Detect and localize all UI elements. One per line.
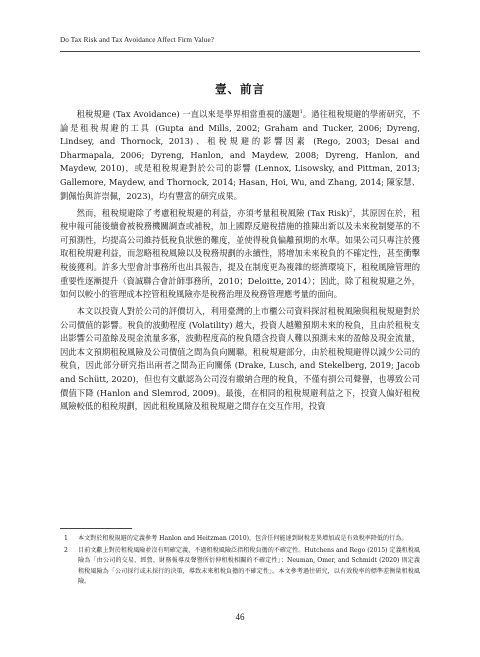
footnote: [60, 546, 420, 588]
section-title: 壹、前言: [215, 82, 265, 96]
body-text: [60, 108, 420, 417]
footnote-ref: 1: [299, 109, 303, 116]
footnote: [60, 534, 420, 544]
paragraph-text: ，其原因在於，租稅申報可能後續會被稅務機關調查或補稅，加上國際反避稅措施的推陳出新以及未來稅制變革的不可預測性，均提高公司維持低稅負狀態的難度，並使得稅負偏離預期的水準。如果公司只專注於獲取租稅規避利益，而忽略租稅風險以及稅務規劃的永續性，將增加未來稅負的不確定性，甚至衝擊稅後獲利。許多大型會計事務所也出具報告，提及在制度更為複雜的經濟環境下，租稅風險管理的重要性逐漸提升（資誠聯合會計師事務所，2010；Deloitte, 2014）；因此，除了租稅規避之外，如何以較小的管理成本控管租稅風險亦是稅務治理及稅務管理應考量的面向。: [60, 207, 420, 300]
paragraph-text: 租稅規避 (Tax Avoidance) 一直以來是學界相當重視的議題: [76, 109, 300, 119]
header-rule: [60, 51, 420, 52]
footnote-text: 本文對於租稅規避的定義參考 Hanlon and Heitzman (2010)，包含任何能達到財稅差異增加或是有效稅率降低的行為。: [78, 535, 408, 542]
paragraph-text: 本文以投資人對於公司的評價切入，利用臺灣的上市櫃公司資料探討租稅風險與租稅規避對於公司價值的影響。稅負的波動程度 (Volatility) 越大，投資人越難預期未來的稅負，且由於租稅支出影響公司盈餘及現金流量多寡，波動程度高的稅負隱含投資人難以預測未來的盈餘及現金流量，因此本文預期租稅風險及公司價值之間為負向關聯。租稅規避部分，由於租稅規避得以減少公司的稅負，因此部分研究指出兩者之間為正向關係 (Drake, Lusch, and Stekelberg, 2019; Jacob and Schütt, 2020)，但也有文獻認為公司沒有繳納合理的稅負，不僅有損公司聲譽，也導致公司價值下降 (Hanlon and Slemrod, 2009)。最後，在相同的租稅規避利益之下，投資人偏好租稅風險較低的租稅規劃，因此租稅風險及租稅規避之間存在交互作用，投資: [60, 306, 420, 412]
footnote-text: 目前文獻上對於租稅風險並沒有明確定義，不過租稅風險泛指租稅負擔的不確定性。Hutchens and Rego (2015) 定義租稅風險為「由公司的交易、經營、財務報導及聲譽所衍伸租稅相關的不確定性」；Neuman, Omer, and Schmidt (2020) 則定義租稅風險為「公司採行或未採行的決策，導致未來租稅負擔的不確定性」。本文參考過往研究，以有效稅率的標準差衡量租稅風險。: [78, 547, 420, 586]
footnote-ref: 2: [349, 207, 353, 214]
page-number: 46: [235, 612, 245, 622]
paragraph: [60, 207, 420, 302]
footnotes: [60, 534, 420, 589]
paragraph-text: 然而，租稅規避除了考慮租稅規避的利益，亦須考量租稅風險 (Tax Risk): [76, 207, 350, 218]
paragraph-text: 。過往租稅規避的學術研究，不論是租稅規避的工具 (Gupta and Mills, 2002; Graham and Tucker, 2006; Dyreng, Lindsey, and Thornock, 2013)、租稅規避的影響因素 (Rego, 2003; Desai and Dharmapala, 2006; Dyreng, Hanlon, and Maydew, 2008; Dyreng, Hanlon, and Maydew, 2010)，或是租稅規避對於公司的影響 (Lennox, Lisowsky, and Pittman, 2013; Gallemore, Maydew, and Thornock, 2014; Hasan, Hoi, Wu, and Zhang, 2014; 陳家慧、劉佩怡與許崇佩，2023)，均有豐富的研究成果。: [60, 109, 420, 201]
footnote-number: 1: [64, 535, 68, 542]
paragraph: [60, 305, 420, 414]
footnote-rule: [60, 528, 132, 529]
footnote-number: 2: [64, 547, 68, 554]
running-head: Do Tax Risk and Tax Avoidance Affect Firm Value?: [60, 36, 215, 44]
paragraph: [60, 108, 420, 203]
